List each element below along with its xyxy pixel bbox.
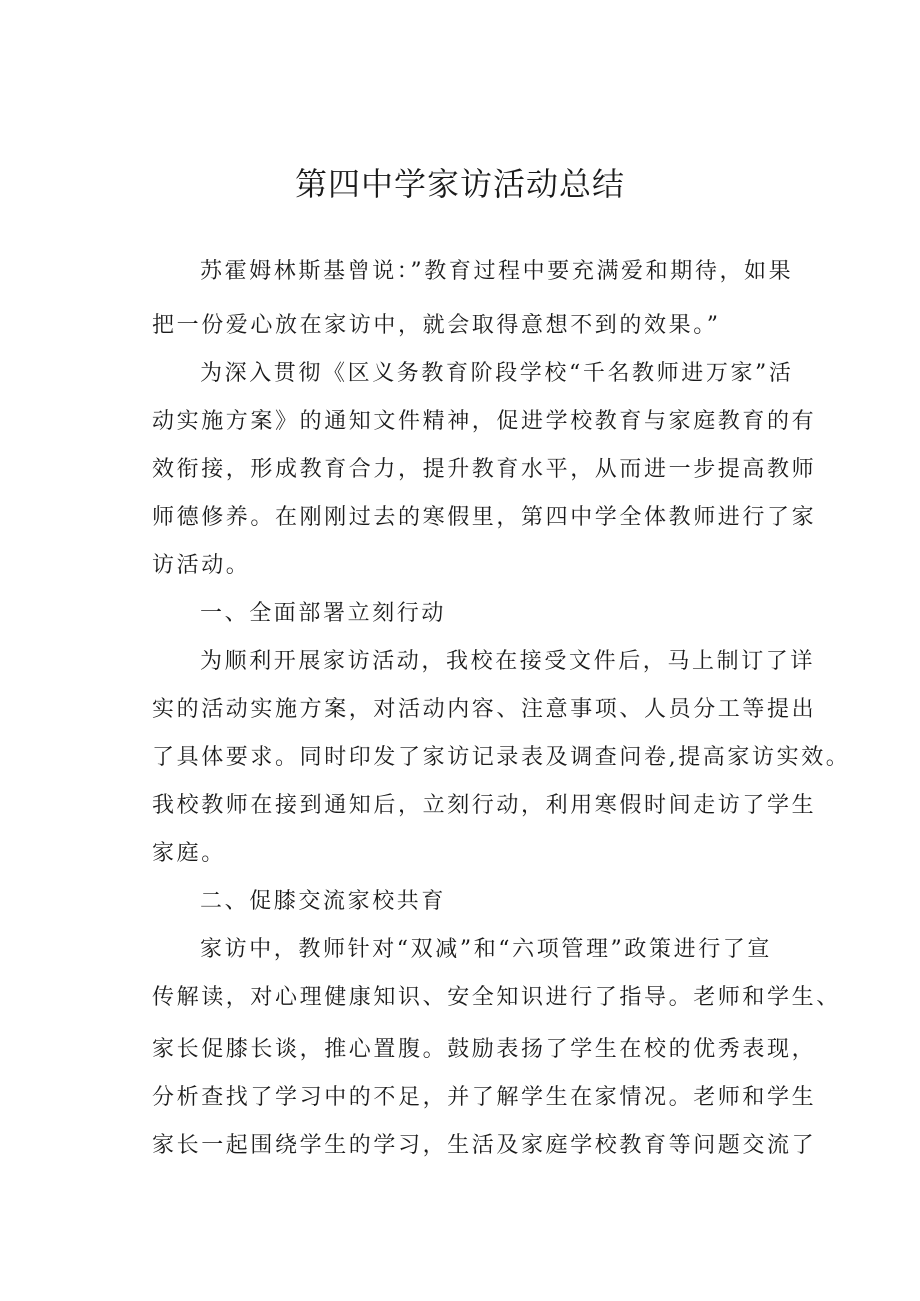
section-heading-2: 二、促膝交流家校共育 — [200, 889, 447, 914]
paragraph-line: 我校教师在接到通知后，立刻行动，利用寒假时间走访了学生 — [152, 793, 817, 818]
paragraph-line: 把一份爱心放在家访中，就会取得意想不到的效果。” — [152, 313, 721, 338]
paragraph-line: 动实施方案》的通知文件精神，促进学校教育与家庭教育的有 — [152, 409, 817, 434]
paragraph-line: 传解读，对心理健康知识、安全知识进行了指导。老师和学生、 — [152, 985, 841, 1010]
paragraph-line: 为深入贯彻《区义务教育阶段学校“千名教师进万家”活 — [200, 361, 794, 386]
paragraph-line: 家长一起围绕学生的学习，生活及家庭学校教育等问题交流了 — [152, 1133, 817, 1158]
paragraph-line: 分析查找了学习中的不足，并了解学生在家情况。老师和学生 — [152, 1085, 817, 1110]
paragraph-line: 家访中，教师针对“双减”和“六项管理”政策进行了宣 — [200, 937, 772, 962]
paragraph-line: 师德修养。在刚刚过去的寒假里，第四中学全体教师进行了家 — [152, 505, 817, 530]
paragraph-line: 了具体要求。同时印发了家访记录表及调查问卷,提高家访实效。 — [152, 745, 851, 770]
section-heading-1: 一、全面部署立刻行动 — [200, 601, 447, 626]
paragraph-line: 家长促膝长谈，推心置腹。鼓励表扬了学生在校的优秀表现， — [152, 1037, 817, 1062]
paragraph-line: 访活动。 — [152, 553, 251, 578]
paragraph-line: 效衔接，形成教育合力，提升教育水平，从而进一步提高教师 — [152, 457, 817, 482]
paragraph-line: 为顺利开展家访活动，我校在接受文件后，马上制订了详 — [200, 649, 816, 674]
paragraph-line: 实的活动实施方案，对活动内容、注意事项、人员分工等提出 — [152, 697, 817, 722]
paragraph-line: 苏霍姆林斯基曾说：”教育过程中要充满爱和期待，如果 — [200, 259, 794, 284]
document-title: 第四中学家访活动总结 — [294, 165, 625, 203]
paragraph-line: 家庭。 — [152, 841, 226, 866]
